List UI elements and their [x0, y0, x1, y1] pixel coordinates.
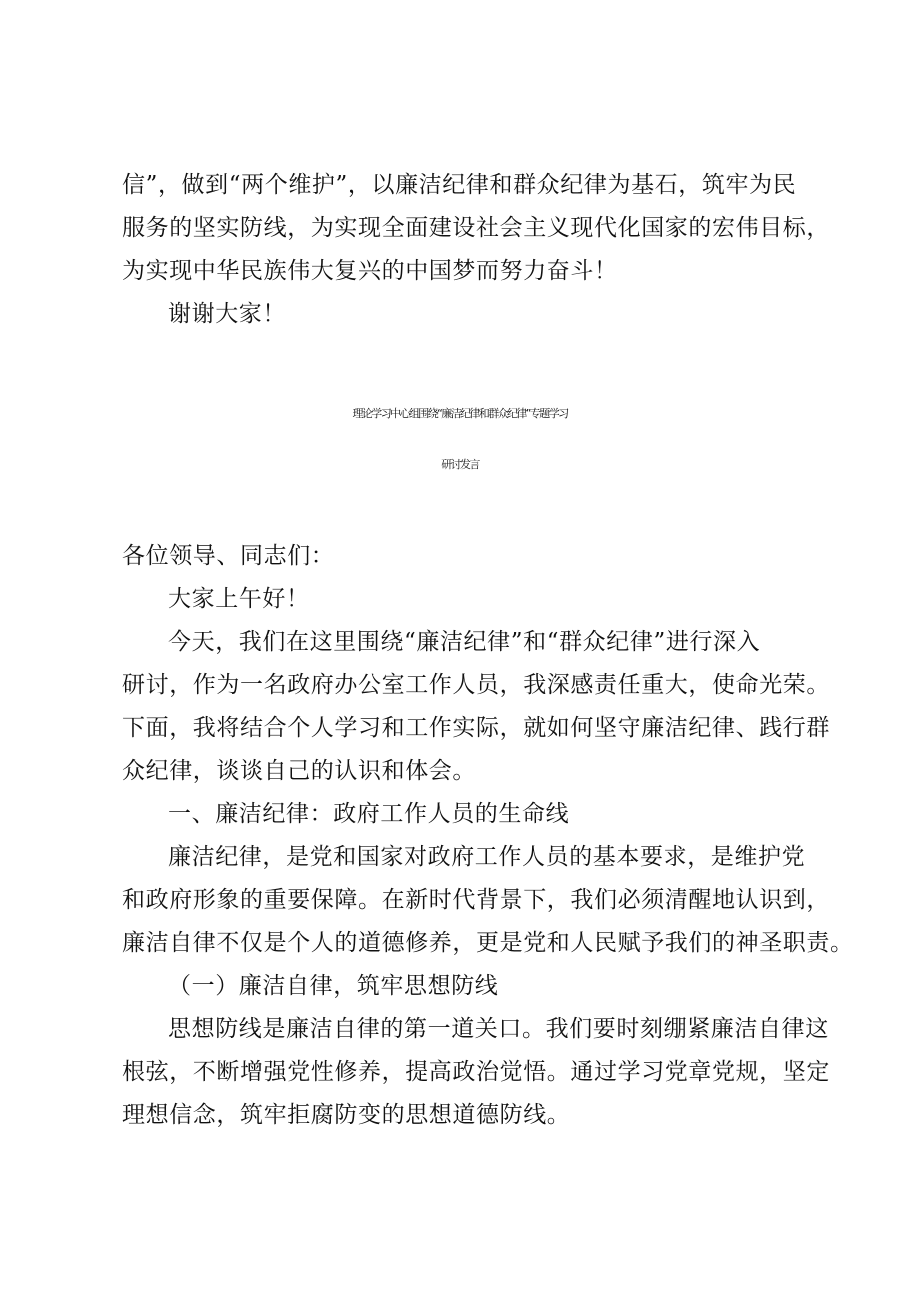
- prev-text-line-1: 信”，做到“两个维护”，以廉洁纪律和群众纪律为基石，筑牢为民: [122, 172, 797, 198]
- article-title-line-1: 理论学习中心组围绕“廉洁纪律和群众纪律”专题学习: [352, 407, 568, 420]
- intro-line-3: 下面，我将结合个人学习和工作实际，就如何坚守廉洁纪律、践行群: [122, 715, 830, 741]
- para1-line-2: 和政府形象的重要保障。在新时代背景下，我们必须清醒地认识到，: [122, 887, 830, 913]
- para2-line-2: 根弦，不断增强党性修养，提高政治觉悟。通过学习党章党规，坚定: [122, 1059, 830, 1085]
- para1-line-3: 廉洁自律不仅是个人的道德修养，更是党和人民赋予我们的神圣职责。: [122, 930, 854, 956]
- para2-line-3: 理想信念，筑牢拒腐防变的思想道德防线。: [122, 1102, 571, 1128]
- prev-text-line-2: 服务的坚实防线，为实现全面建设社会主义现代化国家的宏伟目标，: [122, 215, 830, 241]
- subheading-1: （一）廉洁自律，筑牢思想防线: [168, 973, 499, 999]
- intro-line-4: 众纪律，谈谈自己的认识和体会。: [122, 758, 476, 784]
- article-title-line-2: 研讨发言: [441, 458, 479, 471]
- greeting: 大家上午好！: [168, 586, 310, 612]
- para1-line-1: 廉洁纪律，是党和国家对政府工作人员的基本要求，是维护党: [168, 844, 806, 870]
- intro-line-2: 研讨，作为一名政府办公室工作人员，我深感责任重大，使命光荣。: [122, 672, 830, 698]
- intro-line-1: 今天，我们在这里围绕“廉洁纪律”和“群众纪律”进行深入: [168, 629, 761, 655]
- prev-text-line-3: 为实现中华民族伟大复兴的中国梦而努力奋斗！: [122, 258, 618, 284]
- para2-line-1: 思想防线是廉洁自律的第一道关口。我们要时刻绷紧廉洁自律这: [168, 1016, 829, 1042]
- salutation: 各位领导、同志们：: [122, 543, 335, 569]
- thanks-line: 谢谢大家！: [168, 301, 286, 327]
- section-heading-1: 一、廉洁纪律：政府工作人员的生命线: [168, 801, 570, 827]
